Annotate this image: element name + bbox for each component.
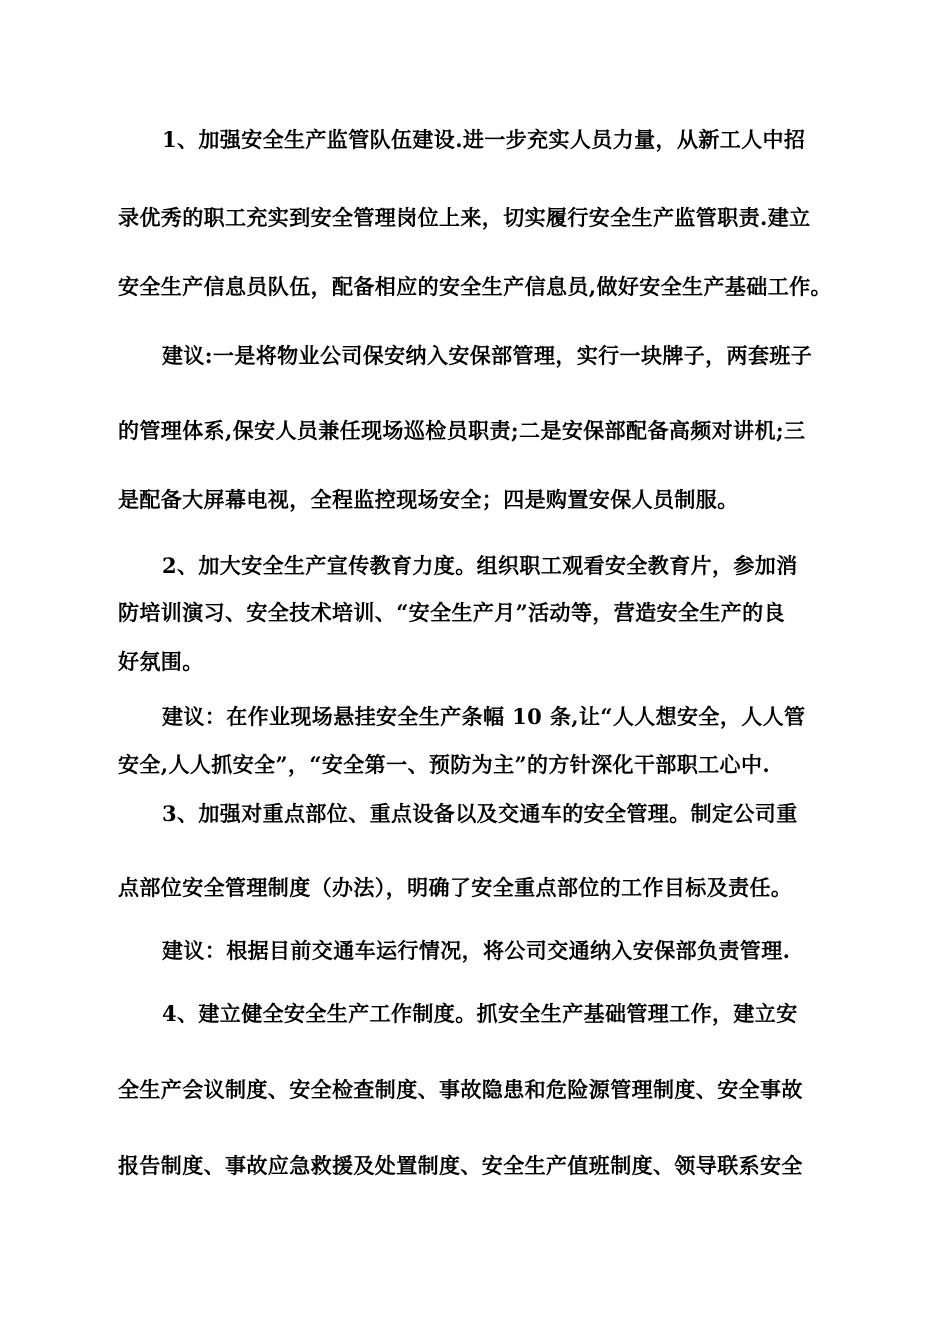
suggestion-1-line: 建议:一是将物业公司保安纳入安保部管理，实行一块牌子，两套班子 (162, 343, 813, 368)
section-2-body-line: 防培训演习、安全技术培训、“安全生产月”活动等，营造安全生产的良 (118, 600, 785, 625)
section-3-heading-line: 3、加强对重点部位、重点设备以及交通车的安全管理。制定公司重 (162, 801, 798, 826)
suggestion-2-line: 建议：在作业现场悬挂安全生产条幅 10 条,让“人人想安全，人人管 (162, 704, 806, 729)
section-2-body-line: 好氛围。 (118, 649, 204, 674)
suggestion-2-line: 安全,人人抓安全”，“安全第一、预防为主”的方针深化干部职工心中. (118, 752, 771, 777)
section-1-body-line: 安全生产信息员队伍，配备相应的安全生产信息员,做好安全生产基础工作。 (118, 274, 832, 299)
suggestion-3-line: 建议：根据目前交通车运行情况，将公司交通纳入安保部负责管理. (162, 938, 791, 963)
section-2-heading-line: 2、加大安全生产宣传教育力度。组织职工观看安全教育片，参加消 (162, 553, 798, 578)
section-4-body-line: 报告制度、事故应急救援及处置制度、安全生产值班制度、领导联系安全 (118, 1153, 803, 1178)
section-4-heading-line: 4、建立健全安全生产工作制度。抓安全生产基础管理工作，建立安 (162, 1001, 798, 1026)
section-1-heading-line: 1、加强安全生产监管队伍建设.进一步充实人员力量，从新工人中招 (162, 127, 806, 152)
suggestion-1-line: 的管理体系,保安人员兼任现场巡检员职责;二是安保部配备高频对讲机;三 (118, 418, 806, 443)
suggestion-1-line: 是配备大屏幕电视，全程监控现场安全；四是购置安保人员制服。 (118, 487, 739, 512)
section-4-body-line: 全生产会议制度、安全检查制度、事故隐患和危险源管理制度、安全事故 (118, 1077, 803, 1102)
section-1-body-line: 录优秀的职工充实到安全管理岗位上来，切实履行安全生产监管职责.建立 (118, 205, 811, 230)
section-3-body-line: 点部位安全管理制度（办法），明确了安全重点部位的工作目标及责任。 (118, 875, 793, 900)
